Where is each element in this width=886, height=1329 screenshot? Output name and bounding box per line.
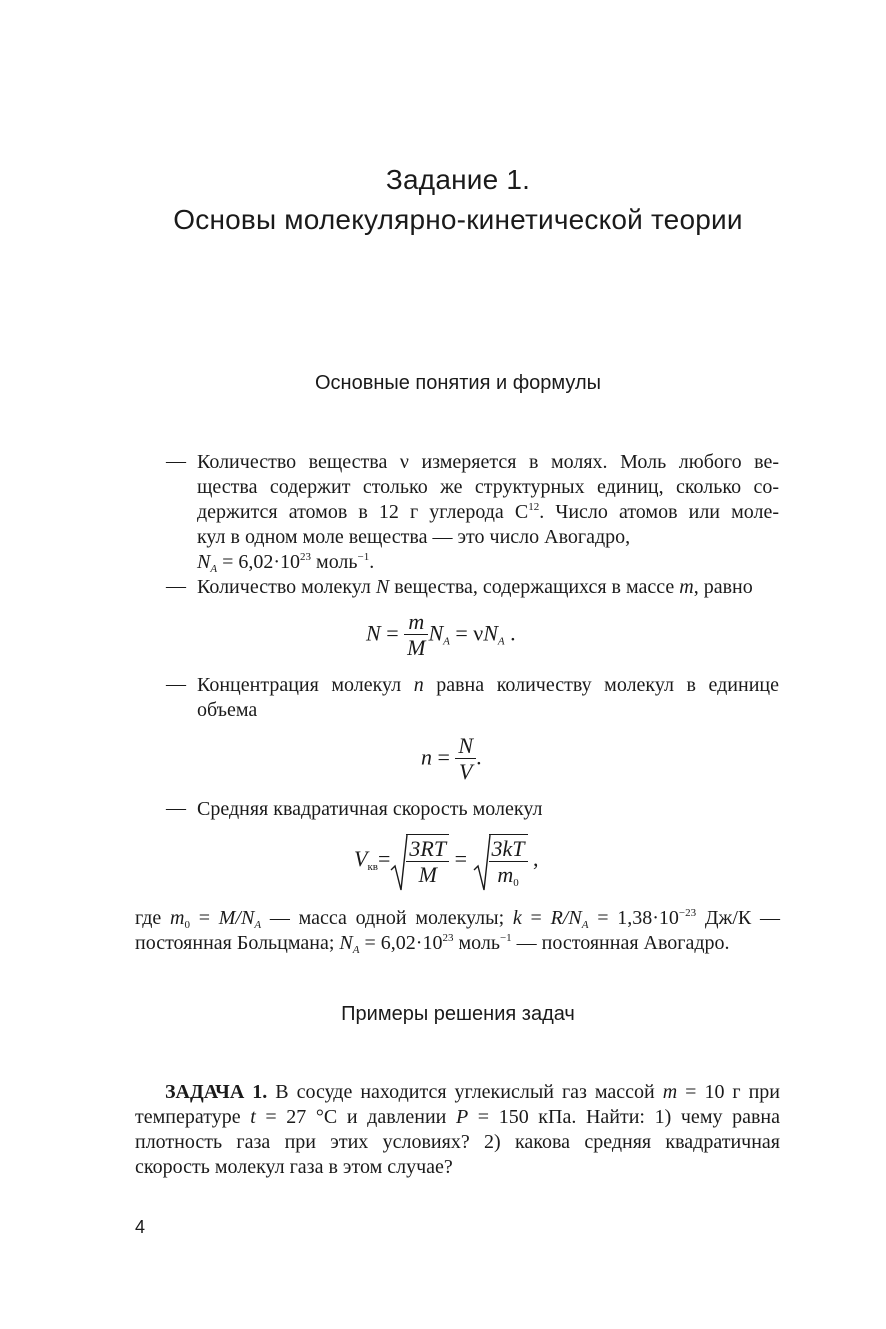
fraction (455, 734, 476, 785)
text: . Число атомов или моле- (539, 501, 779, 523)
text-line: где $m_0 = M/N_A$ — масса одной молекулы; $k = R/N_A = 1,38\cdot 10^{-23}$ Дж/К — (135, 907, 780, 931)
text-line: объема (197, 699, 258, 721)
text-line (197, 500, 779, 525)
numerator: m (404, 610, 428, 635)
text: , (527, 846, 539, 872)
denominator: V (459, 759, 473, 784)
bullet-molecule-count (197, 575, 779, 600)
bullet-dash: — (166, 450, 186, 472)
text-line: щества содержит столько же структурных единиц, сколько со- (197, 476, 779, 498)
symbol: N (483, 620, 498, 646)
text: Концентрация молекул (197, 674, 414, 696)
text: , равно (693, 576, 753, 598)
bullet-dash: — (166, 673, 186, 695)
square-root (473, 834, 528, 888)
formula-molecule-count (366, 610, 516, 661)
text: Количество молекул (197, 576, 376, 598)
text-line: Количество вещества ν измеряется в молях. Моль любого ве- (197, 451, 779, 473)
fraction (489, 837, 528, 888)
text-line: постоянная Больцмана; $N_A = 6,02\cdot 10^{23}$ моль$^{-1}$ — постоянная Авогадро. (135, 932, 730, 956)
task-label: ЗАДАЧА 1. (165, 1081, 268, 1103)
denominator: M (407, 635, 426, 660)
subscript: кв (367, 861, 378, 874)
page-number: 4 (135, 1217, 146, 1237)
text: = 6,02·10 (217, 551, 301, 573)
text: . (476, 744, 482, 770)
operator: = (449, 846, 473, 872)
text-line: плотность газа при этих условиях? 2) какова средняя квадратичная (135, 1131, 780, 1153)
section-heading-examples: Примеры решения задач (341, 1003, 575, 1025)
operator: = (432, 744, 456, 770)
text: моль (311, 551, 358, 573)
operator: = (380, 620, 405, 646)
square-root (390, 834, 449, 888)
radical-sign-icon (390, 834, 408, 892)
text: вещества, содержащихся в массе (389, 576, 680, 598)
superscript: 23 (300, 551, 312, 563)
text-line (197, 673, 779, 698)
bullet-dash: — (166, 797, 186, 819)
symbol: n (421, 744, 432, 770)
text: . (504, 620, 516, 646)
formula-concentration (421, 734, 482, 785)
fraction (406, 837, 449, 888)
subscript: A (497, 635, 505, 648)
subscript: A (443, 635, 450, 648)
symbol: N (366, 620, 381, 646)
text-line: температуре t = 27 °С и давлении P = 150 кПа. Найти: 1) чему равна (135, 1106, 780, 1128)
bullet-concentration (197, 673, 779, 723)
formula-rms-speed (354, 834, 539, 888)
superscript: 12 (528, 501, 540, 513)
numerator: 3RT (406, 837, 449, 862)
denominator: $m_0$ (497, 862, 519, 889)
numerator: N (455, 734, 476, 759)
bullet-rms-speed: Средняя квадратичная скорость молекул (197, 798, 543, 820)
operator: = ν (449, 620, 484, 646)
radical-sign-icon (473, 834, 491, 892)
symbol: N (197, 551, 211, 573)
subscript: A (210, 563, 218, 575)
symbol: V (354, 846, 368, 872)
where-paragraph (135, 906, 780, 956)
numerator: 3kT (489, 837, 528, 862)
task-paragraph (135, 1080, 780, 1180)
bullet-avogadro (197, 450, 779, 575)
text-line (197, 550, 779, 575)
symbol: N (375, 576, 390, 598)
text-line: скорость молекул газа в этом случае? (135, 1156, 453, 1178)
symbol: N (428, 620, 444, 646)
text-line: кул в одном моле вещества — это число Авогадро, (197, 526, 631, 548)
bullet-dash: — (166, 575, 186, 597)
section-heading-concepts: Основные понятия и формулы (314, 372, 601, 394)
chapter-title-line2: Основы молекулярно-кинетической теории (173, 204, 743, 235)
text: держится атомов в 12 г углерода C (197, 501, 529, 523)
text-line: ЗАДАЧА 1. В сосуде находится углекислый газ массой m = 10 г при (165, 1081, 781, 1103)
denominator: M (418, 862, 437, 887)
symbol: n (413, 674, 424, 696)
superscript: −1 (357, 551, 370, 563)
chapter-title-line1: Задание 1. (385, 164, 531, 195)
text: . (369, 551, 375, 573)
text: равна количеству молекул в единице (423, 674, 779, 696)
fraction (404, 610, 428, 661)
symbol: m (679, 576, 694, 598)
operator: = (378, 846, 391, 872)
